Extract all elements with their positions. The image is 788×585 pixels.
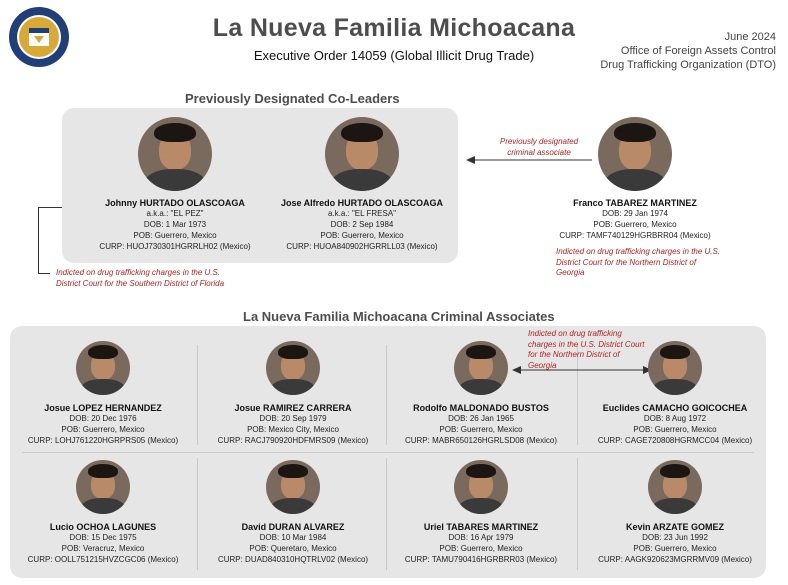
- header-designation: Drug Trafficking Organization (DTO): [600, 59, 776, 71]
- person-name: Kevin ARZATE GOMEZ: [625, 522, 724, 532]
- person-pob: POB: Mexico City, Mexico: [247, 425, 339, 434]
- person-dob: DOB: 10 Mar 1984: [259, 533, 327, 542]
- person-photo: [454, 460, 508, 514]
- person-photo: [266, 341, 320, 395]
- person-photo: [325, 117, 399, 191]
- associate-card: [13, 341, 193, 446]
- note-franco-charge: Indicted on drug trafficking charges in the U.S. District Court for the Northern District of Georgia: [556, 247, 721, 277]
- grid-divider: [197, 345, 198, 445]
- person-pob: POB: Guerrero, Mexico: [61, 425, 145, 434]
- person-curp: CURP: RACJ790920HDFMRS09 (Mexico): [217, 436, 369, 445]
- person-curp: CURP: DUAD840310HQTRLV02 (Mexico): [217, 555, 369, 564]
- person-photo: [648, 341, 702, 395]
- associate-card: [391, 341, 571, 446]
- co-leader-card: [262, 117, 462, 252]
- person-name: Josue LOPEZ HERNANDEZ: [44, 403, 162, 413]
- associate-card: [391, 460, 571, 565]
- person-dob: DOB: 16 Apr 1979: [448, 533, 514, 542]
- person-curp: CURP: HUOA840902HGRRLL03 (Mexico): [286, 242, 438, 251]
- person-dob: DOB: 20 Sep 1979: [259, 414, 327, 423]
- person-pob: POB: Guerrero, Mexico: [633, 544, 717, 553]
- person-pob: POB: Guerrero, Mexico: [320, 231, 404, 240]
- section-title-co-leaders: Previously Designated Co-Leaders: [185, 91, 400, 106]
- person-photo: [76, 341, 130, 395]
- person-curp: CURP: TAMU790416HGRBRR03 (Mexico): [404, 555, 558, 564]
- person-photo: [648, 460, 702, 514]
- person-curp: CURP: AAGK920623MGRRMV09 (Mexico): [598, 555, 752, 564]
- person-dob: DOB: 8 Aug 1972: [643, 414, 707, 423]
- person-dob: DOB: 1 Mar 1973: [143, 220, 207, 229]
- person-dob: DOB: 2 Sep 1984: [330, 220, 394, 229]
- person-name: Franco TABAREZ MARTINEZ: [573, 198, 697, 208]
- grid-divider: [197, 458, 198, 570]
- person-name: Uriel TABARES MARTINEZ: [423, 522, 539, 532]
- person-curp: CURP: LOHJ761220HGRPRS05 (Mexico): [27, 436, 179, 445]
- person-photo: [76, 460, 130, 514]
- person-pob: POB: Guerrero, Mexico: [439, 544, 523, 553]
- person-photo: [598, 117, 672, 191]
- person-photo: [266, 460, 320, 514]
- grid-divider: [577, 458, 578, 570]
- person-name: David DURAN ALVAREZ: [241, 522, 345, 532]
- note-georgia-charge: Indicted on drug trafficking charges in the U.S. District Court for the Northern District of Georgia: [528, 329, 645, 370]
- person-curp: CURP: HUOJ730301HGRRLH02 (Mexico): [99, 242, 251, 251]
- header-agency: Office of Foreign Assets Control: [620, 45, 776, 57]
- person-dob: DOB: 15 Dec 1975: [69, 533, 137, 542]
- section-title-associates: La Nueva Familia Michoacana Criminal Associates: [243, 309, 555, 324]
- person-name: Rodolfo MALDONADO BUSTOS: [413, 403, 549, 413]
- person-aka: a.k.a.: "EL FRESA": [327, 209, 397, 218]
- person-photo: [138, 117, 212, 191]
- person-name: Johnny HURTADO OLASCOAGA: [105, 198, 245, 208]
- person-aka: a.k.a.: "EL PEZ": [146, 209, 204, 218]
- associate-card: [203, 341, 383, 446]
- person-pob: POB: Guerrero, Mexico: [133, 231, 217, 240]
- person-dob: DOB: 26 Jan 1965: [448, 414, 514, 423]
- person-name: Josue RAMIREZ CARRERA: [234, 403, 352, 413]
- person-name: Jose Alfredo HURTADO OLASCOAGA: [280, 198, 443, 208]
- person-dob: DOB: 23 Jun 1992: [642, 533, 708, 542]
- person-pob: POB: Veracruz, Mexico: [61, 544, 145, 553]
- bracket-line: [38, 207, 39, 273]
- franco-card: [535, 117, 735, 241]
- page-subtitle: Executive Order 14059 (Global Illicit Drug Trade): [253, 48, 535, 63]
- header-date: June 2024: [724, 31, 776, 43]
- header-info: [600, 30, 776, 72]
- person-dob: DOB: 20 Dec 1976: [69, 414, 137, 423]
- person-pob: POB: Guerrero, Mexico: [593, 220, 677, 229]
- bracket-line: [38, 273, 50, 274]
- note-florida-charge: Indicted on drug trafficking charges in the U.S. District Court for the Southern District of Florida: [56, 268, 225, 288]
- page-title: La Nueva Familia Michoacana: [212, 14, 576, 42]
- grid-divider: [386, 345, 387, 445]
- person-name: Lucio OCHOA LAGUNES: [49, 522, 157, 532]
- person-curp: CURP: MABR650126HGRLSD08 (Mexico): [404, 436, 558, 445]
- person-pob: POB: Guerrero, Mexico: [439, 425, 523, 434]
- person-curp: CURP: CAGE720808HGRMCC04 (Mexico): [597, 436, 753, 445]
- grid-divider: [22, 452, 754, 453]
- person-dob: DOB: 29 Jan 1974: [602, 209, 668, 218]
- associate-card: [585, 460, 765, 565]
- person-name: Euclides CAMACHO GOICOCHEA: [602, 403, 748, 413]
- associate-card: [13, 460, 193, 565]
- person-photo: [454, 341, 508, 395]
- associate-card: [203, 460, 383, 565]
- person-pob: POB: Queretaro, Mexico: [249, 544, 337, 553]
- note-previously-designated: Previously designated criminal associate: [499, 137, 579, 157]
- associate-card: [585, 341, 765, 446]
- person-curp: CURP: TAMF740129HGRBRR04 (Mexico): [559, 231, 711, 240]
- co-leader-card: [75, 117, 275, 252]
- bracket-line: [38, 207, 62, 208]
- grid-divider: [386, 458, 387, 570]
- person-curp: CURP: OOLL751215HVZCGC06 (Mexico): [27, 555, 179, 564]
- person-pob: POB: Guerrero, Mexico: [633, 425, 717, 434]
